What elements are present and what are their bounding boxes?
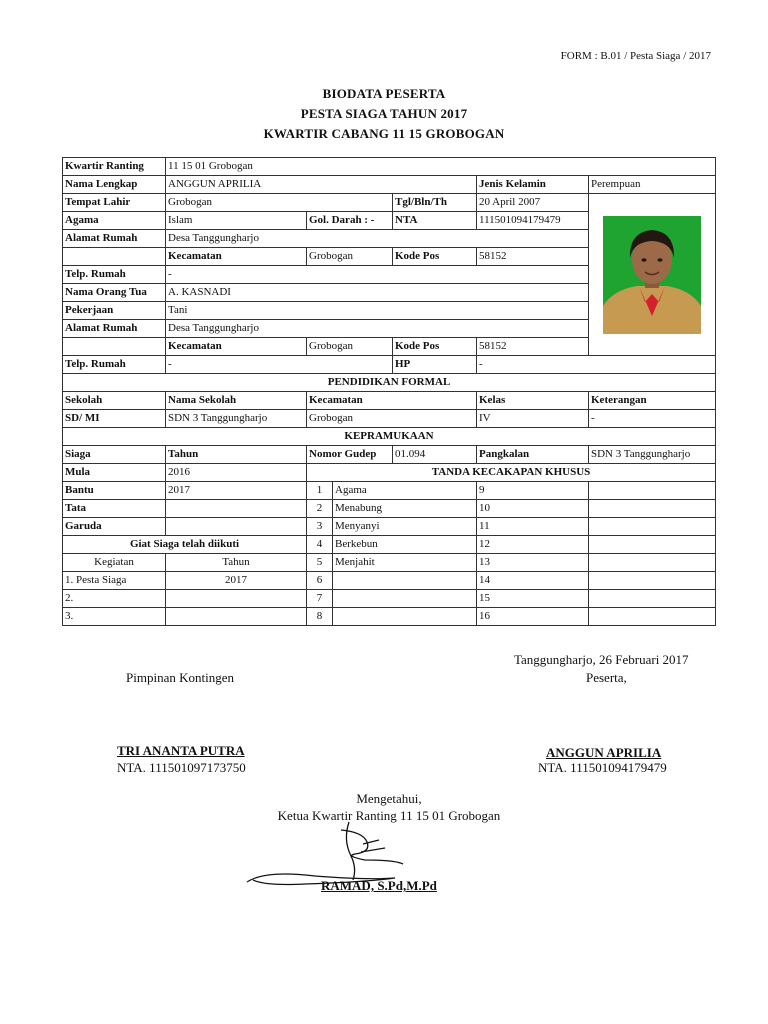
photo-cell	[589, 194, 716, 356]
tkk-name: Menabung	[333, 500, 477, 518]
label-pekerjaan: Pekerjaan	[63, 302, 166, 320]
participant-title: Peserta,	[586, 670, 627, 685]
tkk-name	[589, 554, 716, 572]
row-level-tata	[63, 500, 716, 518]
label-telp-rumah: Telp. Rumah	[63, 266, 166, 284]
ketua-title: Ketua Kwartir Ranting 11 15 01 Grobogan	[277, 808, 501, 823]
header-siaga: Siaga	[63, 446, 166, 464]
label-hp: HP	[393, 356, 477, 374]
tkk-no: 2	[307, 500, 333, 518]
participant-photo-image	[603, 216, 701, 334]
value-nama-orang-tua: A. KASNADI	[166, 284, 589, 302]
giat-year: 2017	[166, 572, 307, 590]
level-name: Mula	[63, 464, 166, 482]
level-year	[166, 500, 307, 518]
leader-title: Pimpinan Kontingen	[126, 670, 234, 685]
tkk-name	[589, 572, 716, 590]
mengetahui: Mengetahui,	[356, 791, 422, 806]
value-kecamatan: Grobogan	[307, 248, 393, 266]
label-kode-pos-ortu: Kode Pos	[393, 338, 477, 356]
tkk-name	[589, 608, 716, 626]
participant-name: ANGGUN APRILIA	[546, 745, 662, 760]
row-kepramukaan-heading	[63, 428, 716, 446]
biodata-table	[62, 157, 716, 626]
photo-eye-left	[642, 258, 647, 261]
row-nama-lengkap	[63, 176, 716, 194]
tkk-name	[333, 608, 477, 626]
giat-year	[166, 608, 307, 626]
header-nama-sekolah: Nama Sekolah	[166, 392, 307, 410]
label-alamat-rumah: Alamat Rumah	[63, 230, 166, 248]
label-agama: Agama	[63, 212, 166, 230]
row-giat-headers	[63, 554, 716, 572]
cell-kecamatan: Grobogan	[307, 410, 477, 428]
cell-kelas: IV	[477, 410, 589, 428]
value-kode-pos: 58152	[477, 248, 589, 266]
leader-name: TRI ANANTA PUTRA	[117, 743, 245, 758]
tkk-no: 8	[307, 608, 333, 626]
tkk-no: 7	[307, 590, 333, 608]
tkk-no: 13	[477, 554, 589, 572]
value-nomor-gudep: 01.094	[393, 446, 477, 464]
participant-nta: NTA. 111501094179479	[538, 760, 667, 775]
tkk-no: 10	[477, 500, 589, 518]
ketua-name: RAMAD, S.Pd,M.Pd	[321, 878, 437, 893]
row-giat-heading	[63, 536, 716, 554]
cell-nama-sekolah: SDN 3 Tanggungharjo	[166, 410, 307, 428]
level-year: 2016	[166, 464, 307, 482]
label-nama-orang-tua: Nama Orang Tua	[63, 284, 166, 302]
leader-nta: NTA. 111501097173750	[117, 760, 246, 775]
label-kwartir-ranting: Kwartir Ranting	[63, 158, 166, 176]
header-keterangan: Keterangan	[589, 392, 716, 410]
label-gol-darah: Gol. Darah : -	[307, 212, 393, 230]
title-line-3: KWARTIR CABANG 11 15 GROBOGAN	[263, 126, 505, 141]
label-telp-rumah-ortu: Telp. Rumah	[63, 356, 166, 374]
value-alamat-rumah: Desa Tanggungharjo	[166, 230, 589, 248]
header-giat-tahun: Tahun	[166, 554, 307, 572]
tkk-name: Menjahit	[333, 554, 477, 572]
row-giat-2	[63, 590, 716, 608]
row-tempat-lahir	[63, 194, 716, 212]
title-line-2: PESTA SIAGA TAHUN 2017	[300, 106, 468, 121]
pendidikan-heading: PENDIDIKAN FORMAL	[63, 374, 716, 392]
tkk-name	[589, 518, 716, 536]
value-pangkalan: SDN 3 Tanggungharjo	[589, 446, 716, 464]
label-tgl-lahir: Tgl/Bln/Th	[393, 194, 477, 212]
label-nomor-gudep: Nomor Gudep	[307, 446, 393, 464]
tkk-no: 4	[307, 536, 333, 554]
participant-photo	[603, 216, 701, 334]
tkk-no: 9	[477, 482, 589, 500]
tkk-no: 5	[307, 554, 333, 572]
tkk-name	[589, 482, 716, 500]
title-line-1: BIODATA PESERTA	[322, 86, 446, 101]
value-kecamatan-ortu: Grobogan	[307, 338, 393, 356]
document-title	[0, 84, 768, 144]
label-kecamatan-ortu: Kecamatan	[166, 338, 307, 356]
label-tempat-lahir: Tempat Lahir	[63, 194, 166, 212]
header-kecamatan: Kecamatan	[307, 392, 477, 410]
label-kode-pos: Kode Pos	[393, 248, 477, 266]
header-sekolah: Sekolah	[63, 392, 166, 410]
level-name: Garuda	[63, 518, 166, 536]
value-hp: -	[477, 356, 716, 374]
row-giat-3	[63, 608, 716, 626]
value-alamat-rumah-ortu: Desa Tanggungharjo	[166, 320, 589, 338]
row-giat-1	[63, 572, 716, 590]
value-kwartir-ranting: 11 15 01 Grobogan	[166, 158, 716, 176]
row-level-bantu	[63, 482, 716, 500]
row-pendidikan-headers	[63, 392, 716, 410]
tkk-no: 15	[477, 590, 589, 608]
row-kepramukaan-headers	[63, 446, 716, 464]
row-telp-hp	[63, 356, 716, 374]
tkk-name: Agama	[333, 482, 477, 500]
row-level-mula	[63, 464, 716, 482]
row-pendidikan-heading	[63, 374, 716, 392]
value-telp-rumah: -	[166, 266, 589, 284]
label-nta: NTA	[393, 212, 477, 230]
tkk-no: 6	[307, 572, 333, 590]
value-kode-pos-ortu: 58152	[477, 338, 589, 356]
value-tgl-lahir: 20 April 2007	[477, 194, 589, 212]
level-name: Bantu	[63, 482, 166, 500]
header-kegiatan: Kegiatan	[63, 554, 166, 572]
header-tahun: Tahun	[166, 446, 307, 464]
giat-name: 2.	[63, 590, 166, 608]
row-level-garuda	[63, 518, 716, 536]
giat-year	[166, 590, 307, 608]
label-kecamatan: Kecamatan	[166, 248, 307, 266]
level-name: Tata	[63, 500, 166, 518]
level-year	[166, 518, 307, 536]
tkk-no: 12	[477, 536, 589, 554]
tkk-name	[333, 572, 477, 590]
tkk-no: 1	[307, 482, 333, 500]
tkk-name: Menyanyi	[333, 518, 477, 536]
label-pangkalan: Pangkalan	[477, 446, 589, 464]
row-pendidikan-data	[63, 410, 716, 428]
tkk-name	[333, 590, 477, 608]
tkk-no: 14	[477, 572, 589, 590]
photo-eye-right	[658, 258, 663, 261]
label-nama-lengkap: Nama Lengkap	[63, 176, 166, 194]
tkk-heading: TANDA KECAKAPAN KHUSUS	[307, 464, 716, 482]
tkk-no: 3	[307, 518, 333, 536]
tkk-name	[589, 590, 716, 608]
tkk-name	[589, 536, 716, 554]
tkk-name	[589, 500, 716, 518]
value-pekerjaan: Tani	[166, 302, 589, 320]
tkk-no: 16	[477, 608, 589, 626]
kepramukaan-heading: KEPRAMUKAAN	[63, 428, 716, 446]
value-telp-rumah-ortu: -	[166, 356, 393, 374]
form-code: FORM : B.01 / Pesta Siaga / 2017	[560, 50, 711, 62]
value-agama: Islam	[166, 212, 307, 230]
label-jenis-kelamin: Jenis Kelamin	[477, 176, 589, 194]
giat-name: 1. Pesta Siaga	[63, 572, 166, 590]
level-year: 2017	[166, 482, 307, 500]
label-alamat-rumah-ortu: Alamat Rumah	[63, 320, 166, 338]
row-kwartir-ranting	[63, 158, 716, 176]
tkk-name: Berkebun	[333, 536, 477, 554]
value-nama-lengkap: ANGGUN APRILIA	[166, 176, 477, 194]
cell-sekolah: SD/ MI	[63, 410, 166, 428]
cell-keterangan: -	[589, 410, 716, 428]
value-nta: 111501094179479	[477, 212, 589, 230]
header-kelas: Kelas	[477, 392, 589, 410]
giat-name: 3.	[63, 608, 166, 626]
place-date: Tanggungharjo, 26 Februari 2017	[514, 652, 689, 667]
giat-heading: Giat Siaga telah diikuti	[63, 536, 307, 554]
tkk-no: 11	[477, 518, 589, 536]
value-tempat-lahir: Grobogan	[166, 194, 393, 212]
value-jenis-kelamin: Perempuan	[589, 176, 716, 194]
